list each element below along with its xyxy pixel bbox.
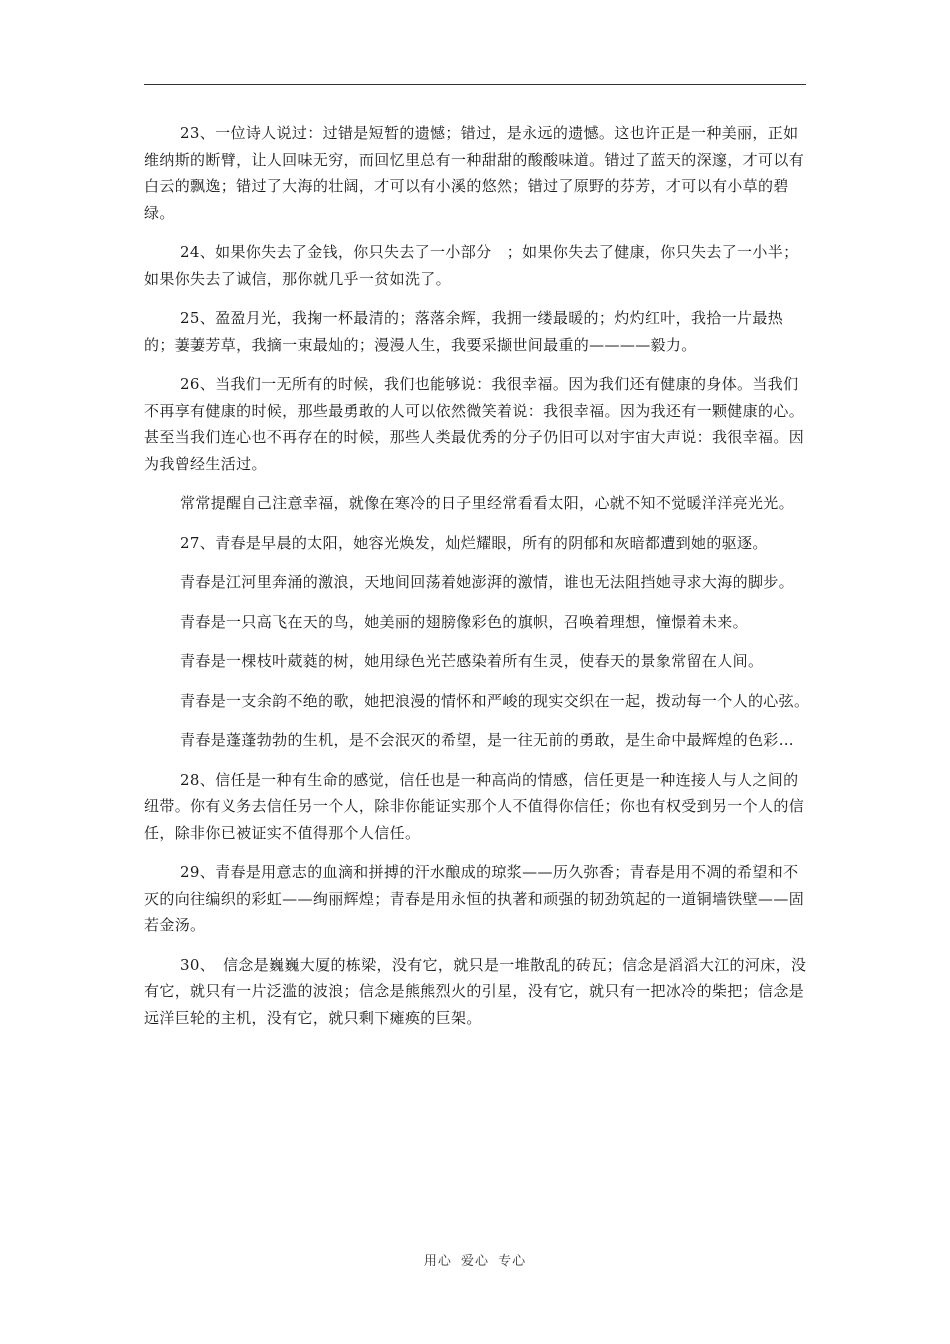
paragraph-27-song: 青春是一支余韵不绝的歌，她把浪漫的情怀和严峻的现实交织在一起，拨动每一个人的心弦。 [180,691,810,710]
paragraph-27-tree: 青春是一棵枝叶葳蕤的树，她用绿色光芒感染着所有生灵，使春天的景象常留在人间。 [180,652,764,670]
paragraph-26: 26、当我们一无所有的时候，我们也能够说：我很幸福。因为我们还有健康的身体。当我们不再享有健康的时候，那些最勇敢的人可以依然微笑着说：我很幸福。因为我还有一颗健康的心。甚至当我们连心也不再存在的时候，那些人类最优秀的分子仍旧可以对宇宙大声说：我很幸福。因为我曾经生活过。 [144,375,805,473]
header-rule [144,84,806,85]
paragraph-24: 24、如果你失去了金钱，你只失去了一小部分 ；如果你失去了健康，你只失去了一小半；如果你失去了诚信，那你就几乎一贫如洗了。 [144,243,799,288]
document-body [144,120,812,1044]
paragraph-27-bird: 青春是一只高飞在天的鸟，她美丽的翅膀像彩色的旗帜，召唤着理想，憧憬着未来。 [180,612,748,631]
page-footer: 用心 爱心 专心 [423,1254,527,1269]
paragraph-27-river: 青春是江河里奔涌的激浪，天地间回荡着她澎湃的激情，谁也无法阻挡她寻求大海的脚步。 [180,573,795,591]
paragraph-26-continued: 常常提醒自己注意幸福，就像在寒冷的日子里经常看看太阳，心就不知不觉暖洋洋亮光光。 [180,494,795,512]
paragraph-27-vitality: 青春是蓬蓬勃勃的生机，是不会泯灭的希望，是一往无前的勇敢，是生命中最辉煌的色彩… [180,731,795,749]
paragraph-29: 29、青春是用意志的血滴和拼搏的汗水酿成的琼浆——历久弥香；青春是用不凋的希望和不灭的向往编织的彩虹——绚丽辉煌；青春是用永恒的执著和顽强的韧劲筑起的一道铜墙铁壁——固若金汤。 [144,863,805,934]
paragraph-25: 25、盈盈月光，我掬一杯最清的；落落余辉，我拥一缕最暖的；灼灼红叶，我拾一片最热的；萋萋芳草，我摘一束最灿的；漫漫人生，我要采撷世间最重的————毅力。 [144,309,784,354]
paragraph-30: 30、 信念是巍巍大厦的栋梁，没有它，就只是一堆散乱的砖瓦；信念是滔滔大江的河床，没有它，就只有一片泛滥的波浪；信念是熊熊烈火的引星，没有它，就只有一把冰冷的柴把；信念是远洋巨轮的主机，没有它，就只剩下瘫痪的巨架。 [144,955,807,1027]
paragraph-27: 27、青春是早晨的太阳，她容光焕发，灿烂耀眼，所有的阴郁和灰暗都遭到她的驱逐。 [180,533,768,552]
paragraph-28: 28、信任是一种有生命的感觉，信任也是一种高尚的情感，信任更是一种连接人与人之间的纽带。你有义务去信任另一个人，除非你能证实那个人不值得你信任；你也有权受到另一个人的信任，除非你已被证实不值得那个人信任。 [144,770,805,842]
paragraph-23: 23、一位诗人说过：过错是短暂的遗憾；错过，是永远的遗憾。这也许正是一种美丽，正如维纳斯的断臂，让人回味无穷，而回忆里总有一种甜甜的酸酸味道。错过了蓝天的深邃，才可以有白云的飘逸；错过了大海的壮阔，才可以有小溪的悠然；错过了原野的芬芳，才可以有小草的碧绿。 [144,124,805,222]
